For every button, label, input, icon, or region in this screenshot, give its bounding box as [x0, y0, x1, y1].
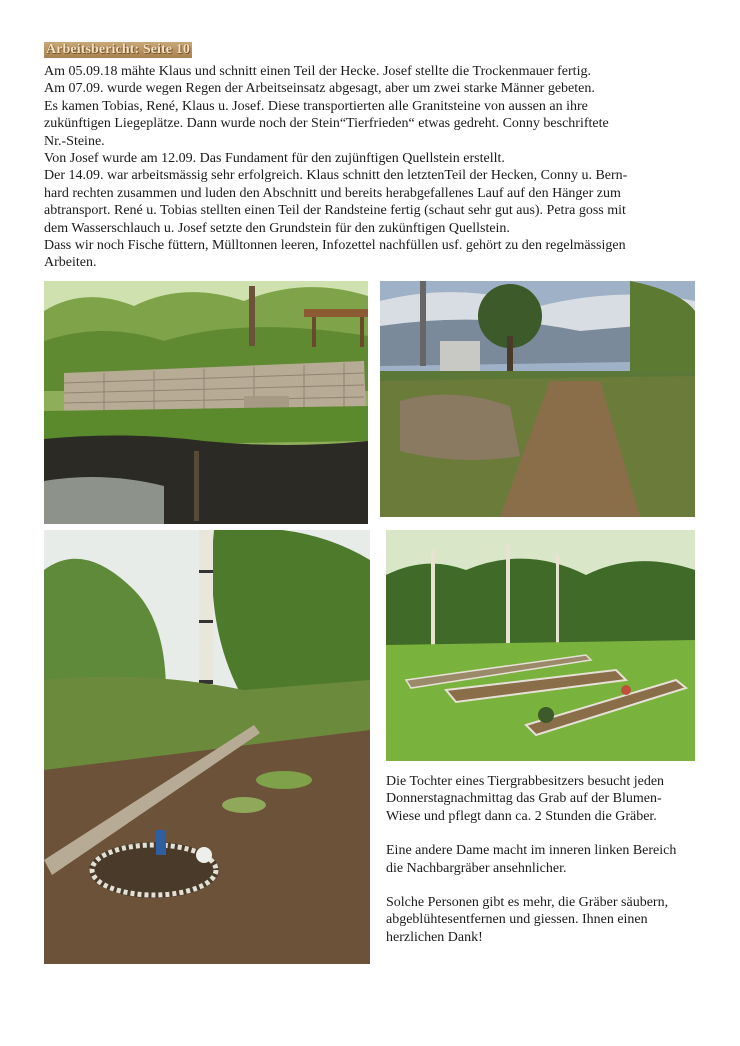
report-line: Am 07.09. wurde wegen Regen der Arbeitseinsatz abgesagt, aber um zwei starke Männer gebeten. — [44, 81, 595, 97]
photo-birch-graves — [44, 530, 370, 964]
caption-line: die Nachbargräber ansehnlicher. — [386, 860, 567, 876]
report-line: Der 14.09. war arbeitsmässig sehr erfolgreich. Klaus schnitt den letztenTeil der Hecken, Conny u. Bern- — [44, 168, 628, 184]
report-line: dem Wasserschlauch u. Josef setzte den Grundstein für den zukünftigen Quellstein. — [44, 220, 510, 236]
caption-line: Solche Personen gibt es mehr, die Gräber säubern, — [386, 895, 669, 911]
report-line: hard rechten zusammen und luden den Abschnitt und bereits herabgefallenes Lauf auf den Hänger zum — [44, 185, 621, 201]
photo-stone-wall-pond — [44, 281, 368, 524]
report-line: Dass wir noch Fische füttern, Mülltonnen leeren, Infozettel nachfüllen usf. gehört zu den regelmässigen — [44, 238, 626, 254]
caption-line: Wiese und pflegt dann ca. 2 Stunden die Gräber. — [386, 808, 657, 824]
caption-line: Die Tochter eines Tiergrabbesitzers besucht jeden — [386, 774, 665, 789]
caption-paragraph — [386, 773, 706, 825]
work-report-text — [44, 63, 694, 272]
report-line: Es kamen Tobias, René, Klaus u. Josef. Diese transportierten alle Granitsteine von aussen an ihre — [44, 98, 588, 114]
caption-paragraph — [386, 894, 706, 946]
caption-line: herzlichen Dank! — [386, 929, 483, 945]
report-line: Nr.-Steine. — [44, 133, 105, 149]
report-line: zukünftigen Liegeplätze. Dann wurde noch der Stein“Tierfrieden“ etwas gedreht. Conny beschriftete — [44, 116, 609, 132]
caption-line: Donnerstagnachmittag das Grab auf der Blumen- — [386, 791, 662, 807]
caption-line: abgeblühtesentfernen und giessen. Ihnen einen — [386, 912, 648, 928]
caption-paragraph — [386, 842, 706, 877]
report-line: Von Josef wurde am 12.09. Das Fundament für den zujünftigen Quellstein erstellt. — [44, 151, 505, 167]
photo-field-path — [380, 281, 695, 517]
photo-caption — [386, 773, 706, 963]
report-line: Am 05.09.18 mähte Klaus und schnitt einen Teil der Hecke. Josef stellte die Trockenmauer fertig. — [44, 64, 591, 79]
caption-line: Eine andere Dame macht im inneren linken Bereich — [386, 843, 677, 859]
report-line: Arbeiten. — [44, 255, 97, 271]
report-line: abtransport. René u. Tobias stellten einen Teil der Randsteine fertig (schaut sehr gut aus). Petra goss mit — [44, 203, 626, 219]
photo-meadow-graves — [386, 530, 695, 761]
page-title: Arbeitsbericht: Seite 10 — [46, 42, 190, 57]
